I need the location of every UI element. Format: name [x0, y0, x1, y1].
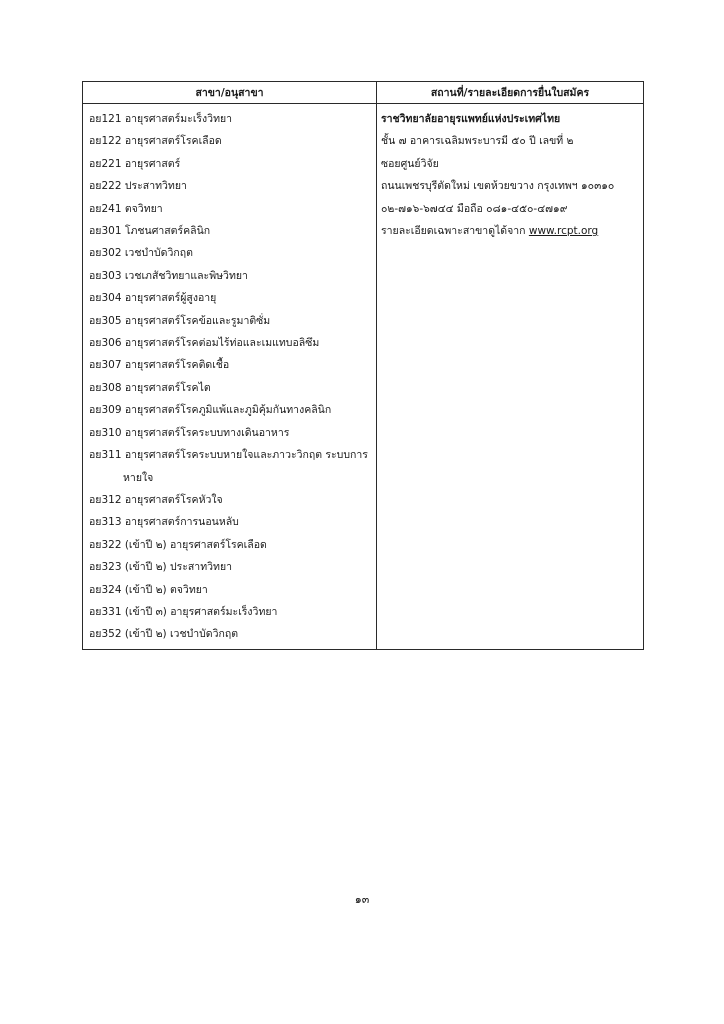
list-item: อย122 อายุรศาสตร์โรคเลือด	[89, 135, 222, 148]
branch-application-table	[82, 81, 644, 650]
list-item-line2: หายใจ	[123, 471, 154, 484]
website-link[interactable]: www.rcpt.org	[528, 225, 599, 238]
list-item: อย304 อายุรศาสตร์ผู้สูงอายุ	[89, 292, 217, 305]
page-number: ๑๓	[354, 893, 370, 906]
list-item: อย313 อายุรศาสตร์การนอนหลับ	[89, 516, 239, 529]
table-header-row	[83, 82, 644, 104]
location-details	[377, 104, 643, 242]
list-item: อย306 อายุรศาสตร์โรคต่อมไร้ท่อและเมแทบอลิซึม	[89, 337, 320, 350]
list-item: อย308 อายุรศาสตร์โรคไต	[89, 381, 211, 394]
list-item: อย301 โภชนศาสตร์คลินิก	[89, 225, 211, 238]
phone-line: ๐๒-๗๑๖-๖๗๔๔ มือถือ ๐๘๑-๔๕๐-๔๗๑๙	[381, 202, 568, 215]
table-row	[83, 104, 644, 650]
list-item: อย322 (เข้าปี ๒) อายุรศาสตร์โรคเลือด	[89, 538, 267, 551]
list-item: อย221 อายุรศาสตร์	[89, 157, 181, 170]
list-item: อย324 (เข้าปี ๒) ตจวิทยา	[89, 583, 208, 596]
organization-name: ราชวิทยาลัยอายุรแพทย์แห่งประเทศไทย	[381, 113, 561, 125]
list-item: อย305 อายุรศาสตร์โรคข้อและรูมาติซั่ม	[89, 314, 271, 327]
branch-list	[83, 104, 376, 649]
list-item: อย121 อายุรศาสตร์มะเร็งวิทยา	[89, 113, 233, 125]
list-item: อย222 ประสาทวิทยา	[89, 180, 187, 193]
list-item: อย331 (เข้าปี ๓) อายุรศาสตร์มะเร็งวิทยา	[89, 605, 278, 618]
list-item: อย303 เวชเภสัชวิทยาและพิษวิทยา	[89, 269, 248, 282]
website-prefix: รายละเอียดเฉพาะสาขาดูได้จาก	[381, 225, 529, 238]
list-item-line1: อย311 อายุรศาสตร์โรคระบบหายใจและภาวะวิกฤต ระบบการ	[89, 449, 368, 462]
branch-list-cell	[83, 104, 377, 650]
location-details-cell	[377, 104, 644, 650]
list-item: อย241 ตจวิทยา	[89, 202, 163, 215]
list-item: อย312 อายุรศาสตร์โรคหัวใจ	[89, 493, 223, 506]
list-item: อย310 อายุรศาสตร์โรคระบบทางเดินอาหาร	[89, 426, 290, 439]
address-line-2: ซอยศูนย์วิจัย	[381, 157, 439, 170]
header-branch: สาขา/อนุสาขา	[83, 82, 377, 104]
address-line-1: ชั้น ๗ อาคารเฉลิมพระบารมี ๕๐ ปี เลขที่ ๒	[381, 135, 574, 148]
list-item: อย309 อายุรศาสตร์โรคภูมิแพ้และภูมิคุ้มกันทางคลินิก	[89, 404, 332, 417]
list-item: อย302 เวชบำบัดวิกฤต	[89, 247, 193, 260]
list-item: อย307 อายุรศาสตร์โรคติดเชื้อ	[89, 359, 230, 372]
list-item: อย352 (เข้าปี ๒) เวชบำบัดวิกฤต	[89, 628, 239, 641]
list-item: อย323 (เข้าปี ๒) ประสาทวิทยา	[89, 561, 232, 574]
address-line-3: ถนนเพชรบุรีตัดใหม่ เขตห้วยขวาง กรุงเทพฯ ๑๐๓๑๐	[381, 180, 615, 193]
header-location-details: สถานที่/รายละเอียดการยื่นใบสมัคร	[377, 82, 644, 104]
website-line	[381, 220, 639, 242]
list-item-multiline	[89, 444, 376, 489]
